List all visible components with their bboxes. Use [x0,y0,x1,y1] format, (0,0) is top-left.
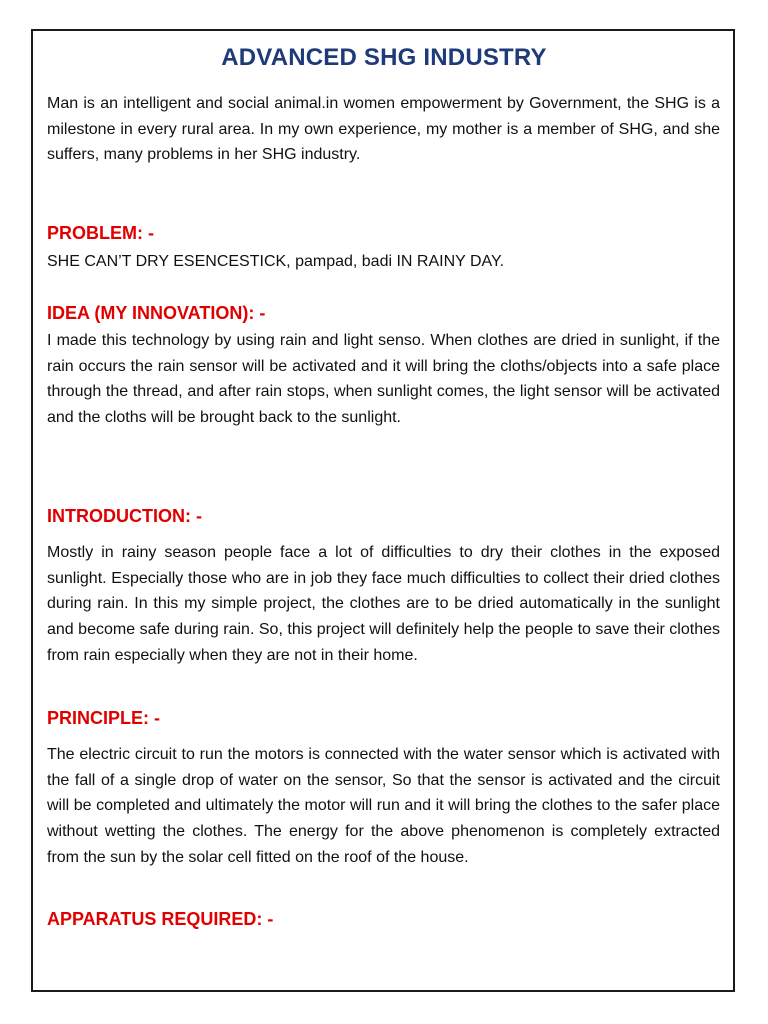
intro-paragraph: Man is an intelligent and social animal.in women empowerment by Government, the SHG is a milestone in every rural area. In my own experience, my mother is a member of SHG, and she suffers, many problems in her SHG industry. [47,95,720,164]
document-title: ADVANCED SHG INDUSTRY [221,44,547,71]
idea-heading: IDEA (MY INNOVATION): - [47,303,266,323]
apparatus-heading: APPARATUS REQUIRED: - [47,909,274,929]
idea-text: I made this technology by using rain and light senso. When clothes are dried in sunlight, if the rain occurs the rain sensor will be activated and it will bring the cloths/objects into a safe place through the thread, and after rain stops, when sunlight comes, the light sensor will be activated and the cloths will be brought back to the sunlight. [47,332,720,427]
problem-heading: PROBLEM: - [47,223,154,243]
problem-text: SHE CAN’T DRY ESENCESTICK, pampad, badi IN RAINY DAY. [47,253,505,270]
principle-text: The electric circuit to run the motors is connected with the water sensor which is activated with the fall of a single drop of water on the sensor, So that the sensor is activated and the circuit will be completed and ultimately the motor will run and it will bring the clothes to the safer place without wetting the clothes. The energy for the above phenomenon is completely extracted from the sun by the solar cell fitted on the roof of the house. [47,746,720,866]
introduction-heading: INTRODUCTION: - [47,506,202,526]
introduction-text: Mostly in rainy season people face a lot of difficulties to dry their clothes in the exposed sunlight. Especially those who are in job they face much difficulties to collect their dried clothes during rain. In this my simple project, the clothes are to be dried automatically in the sunlight and become safe during rain. So, this project will definitely help the people to save their clothes from rain especially when they are not in their home. [47,544,720,664]
principle-heading: PRINCIPLE: - [47,708,161,728]
